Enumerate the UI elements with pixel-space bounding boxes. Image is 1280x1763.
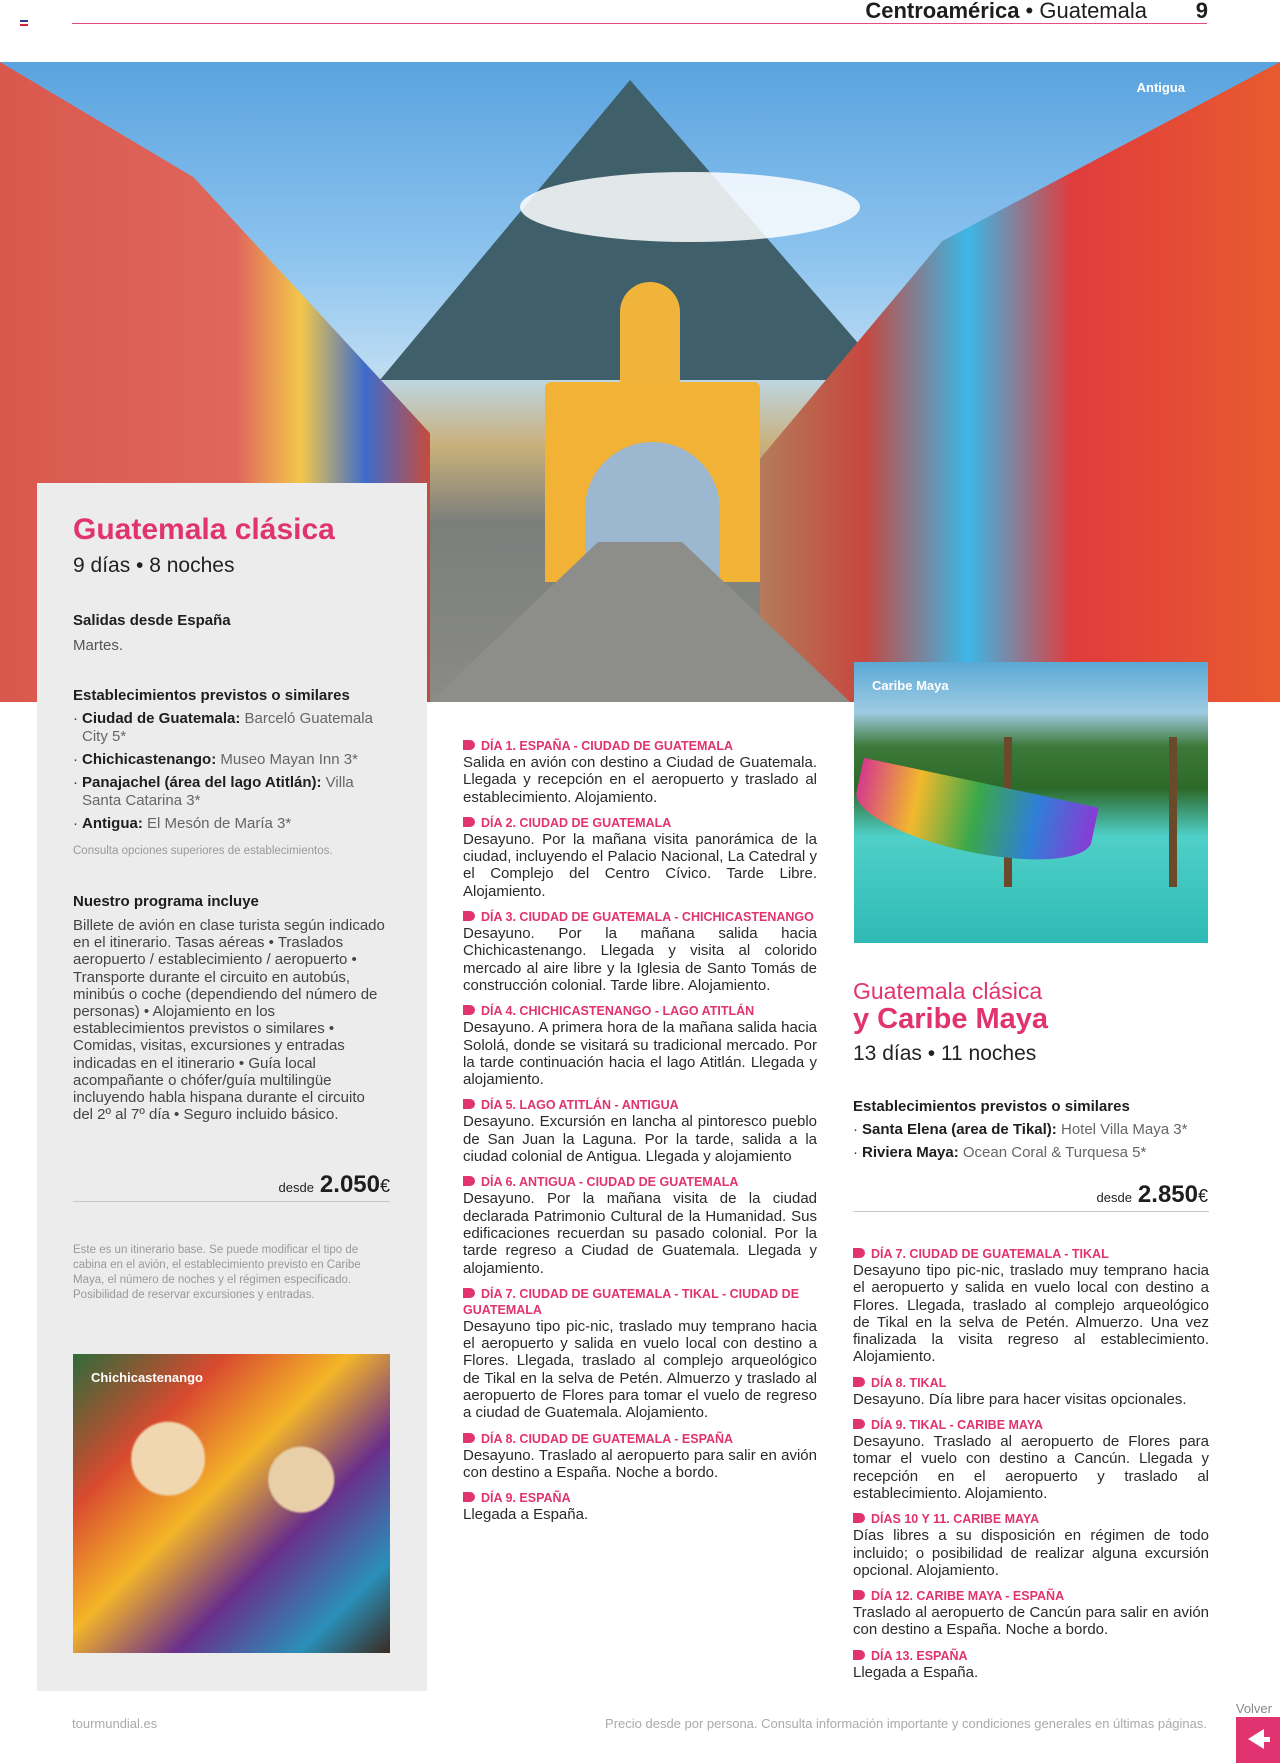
spain-flag-icon — [20, 20, 28, 26]
bullet-marker-icon — [463, 740, 475, 750]
tour2-title-line2: y Caribe Maya — [853, 1003, 1049, 1035]
chichicastenango-photo — [73, 1354, 390, 1653]
itinerary-day — [853, 1417, 1209, 1502]
day-heading — [463, 1097, 817, 1113]
day-text: Desayuno. Día libre para hacer visitas opcionales. — [853, 1390, 1187, 1408]
day-text: Desayuno. Por la mañana salida hacia Chichicastenango. Llegada y visita al colorido mercado al aire libre y la Iglesia de Santo Tomás de construcción colonial. Tarde libre. Alojamiento. — [463, 925, 817, 994]
photo-caption: Caribe Maya — [872, 678, 949, 693]
day-heading — [853, 1511, 1209, 1527]
day-heading — [463, 909, 817, 925]
itinerary-day — [853, 1511, 1209, 1579]
hotel-item — [73, 774, 393, 810]
hotel-name: Ocean Coral & Turquesa 5* — [958, 1144, 1147, 1161]
bullet-marker-icon — [853, 1377, 865, 1387]
section-title — [865, 0, 1147, 24]
itinerary-day — [853, 1588, 1209, 1639]
itinerary-day — [463, 1097, 817, 1165]
day-heading — [853, 1588, 1209, 1604]
day-heading — [853, 1375, 1209, 1391]
price-from-label: desde — [1096, 1190, 1132, 1205]
footer-note: Precio desde por persona. Consulta información importante y condiciones generales en últimas páginas. — [605, 1716, 1207, 1731]
price-from-label: desde — [278, 1180, 314, 1195]
includes-heading: Nuestro programa incluye — [73, 893, 259, 910]
hotel-name: Hotel Villa Maya 3* — [1056, 1121, 1188, 1138]
itinerary-day — [853, 1375, 1209, 1408]
hotel-item — [853, 1121, 1213, 1139]
day-text: Desayuno. Traslado al aeropuerto de Flores para tomar el vuelo con destino a Cancún. Llegada y recepción en el aeropuerto y traslado al establecimiento. Alojamiento. — [853, 1433, 1209, 1502]
day-title: DÍA 8. TIKAL — [871, 1375, 947, 1390]
day-title: DÍA 8. CIUDAD DE GUATEMALA - ESPAÑA — [481, 1431, 734, 1446]
region-label: Centroamérica — [865, 0, 1020, 23]
hotel-item — [73, 815, 393, 833]
bullet-marker-icon — [463, 1176, 475, 1186]
page-number: 9 — [1195, 0, 1208, 23]
bullet-marker-icon — [463, 1099, 475, 1109]
day-heading — [463, 1286, 817, 1318]
bullet-marker-icon — [853, 1513, 865, 1523]
hotel-item — [73, 710, 393, 746]
hammock-shape — [854, 758, 1099, 876]
tour1-title: Guatemala clásica — [73, 513, 335, 546]
bullet-marker-icon — [853, 1419, 865, 1429]
price-amount: 2.850 — [1137, 1181, 1198, 1208]
itinerary-day — [463, 1490, 817, 1523]
tour2-duration: 13 días • 11 noches — [853, 1042, 1037, 1065]
wooden-pole — [1169, 737, 1177, 887]
bullet-marker-icon — [463, 1005, 475, 1015]
price-amount: 2.050 — [319, 1171, 380, 1198]
hotel-place: Chichicastenango: — [82, 751, 217, 768]
header-divider — [72, 23, 1207, 24]
bullet-marker-icon — [853, 1590, 865, 1600]
tour1-hotels-heading: Establecimientos previstos o similares — [73, 687, 350, 704]
day-heading — [463, 1003, 817, 1019]
bullet-marker-icon — [463, 1433, 475, 1443]
tour2-title-line1: Guatemala clásica — [853, 978, 1043, 1004]
hotel-place: Antigua: — [82, 815, 143, 832]
day-text: Días libres a su disposición en régimen de todo incluido; o posibilidad de realizar alguna excursión opcional. Alojamiento. — [853, 1527, 1209, 1579]
price-divider — [853, 1211, 1209, 1212]
day-text: Desayuno. A primera hora de la mañana salida hacia Sololá, donde se visitará su tradicional mercado. Por la tarde continuación hacia el lago Atitlán. Llegada y alojamiento. — [463, 1019, 817, 1089]
day-text: Desayuno. Por la mañana visita panorámica de la ciudad, incluyendo el Palacio Nacional, La Catedral y el Complejo del Centro Cívico. Tarde Libre. Alojamiento. — [463, 830, 817, 900]
arrow-shaft — [1260, 1737, 1270, 1742]
tour2-itinerary — [853, 1246, 1209, 1690]
bullet-marker-icon — [853, 1248, 865, 1258]
itinerary-day — [463, 1174, 817, 1276]
price-divider — [73, 1201, 390, 1202]
hotel-item — [73, 751, 393, 769]
day-text: Salida en avión con destino a Ciudad de Guatemala. Llegada y recepción en el aeropuerto y traslado al establecimiento. Alojamiento. — [463, 754, 817, 806]
clock-tower — [620, 282, 680, 392]
day-title: DÍA 3. CIUDAD DE GUATEMALA - CHICHICASTENANGO — [481, 910, 814, 925]
day-text: Desayuno tipo pic-nic, traslado muy temprano hacia el aeropuerto y salida en vuelo local con destino a Flores. Llegada, traslado al complejo arqueológico de Tikal en la selva de Petén. Almuerzo y traslado al aeropuerto de Flores para tomar el vuelo de regreso a ciudad de Guatemala. Alojamiento. — [463, 1317, 817, 1422]
day-title: DÍAS 10 Y 11. CARIBE MAYA — [871, 1512, 1040, 1527]
includes-text: Billete de avión en clase turista según indicado en el itinerario. Tasas aéreas • Traslados aeropuerto / establecimiento / aeropuerto • Transporte durante el circuito en autobús, minibús o coche (dependiendo del número de personas) • Alojamiento en los establecimientos previstos o similares • Comidas, visitas, excursiones y entradas indicadas en el itinerario • Guía local acompañante o chófer/guía multilingüe incluyendo habla hispana durante el circuito del 2º al 7º día • Seguro incluido básico. — [73, 917, 385, 1124]
day-heading — [463, 738, 817, 754]
itinerary-day — [463, 1431, 817, 1482]
tour2-price — [1097, 1181, 1209, 1209]
day-text: Desayuno. Por la mañana visita de la ciudad declarada Patrimonio Cultural de la Humanidad. Sus edificaciones recuerdan su pasado colonial. Por la tarde regreso a Ciudad de Guatemala. Llegada y alojamiento. — [463, 1190, 817, 1277]
bullet-marker-icon — [463, 1492, 475, 1502]
itinerary-day — [463, 1003, 817, 1088]
day-title: DÍA 2. CIUDAD DE GUATEMALA — [481, 815, 672, 830]
hotels-note: Consulta opciones superiores de establecimientos. — [73, 845, 333, 857]
tour1-price — [279, 1171, 391, 1199]
title-separator: • — [1019, 0, 1040, 23]
day-title: DÍA 1. ESPAÑA - CIUDAD DE GUATEMALA — [481, 739, 734, 753]
departures-heading: Salidas desde España — [73, 612, 231, 629]
day-text: Desayuno. Excursión en lancha al pintoresco pueblo de San Juan la Laguna. Por la tarde, salida a la ciudad colonial de Antigua. Llegada y alojamiento — [463, 1113, 817, 1166]
tour1-itinerary — [463, 738, 817, 1533]
itinerary-day — [853, 1246, 1209, 1366]
day-text: Desayuno. Traslado al aeropuerto para salir en avión con destino a España. Noche a bordo. — [463, 1446, 817, 1481]
caribe-maya-photo — [854, 662, 1208, 943]
price-currency: € — [1197, 1186, 1208, 1206]
hotel-place: Ciudad de Guatemala: — [82, 710, 241, 727]
bullet-marker-icon — [463, 1288, 475, 1298]
hotel-name: El Mesón de María 3* — [142, 815, 292, 832]
day-heading — [463, 1490, 817, 1506]
itinerary-day — [463, 815, 817, 900]
tour1-duration: 9 días • 8 noches — [73, 554, 235, 577]
day-title: DÍA 7. CIUDAD DE GUATEMALA - TIKAL - CIUDAD DE GUATEMALA — [463, 1286, 800, 1317]
day-title: DÍA 12. CARIBE MAYA - ESPAÑA — [871, 1589, 1065, 1604]
hotel-place: Riviera Maya: — [862, 1144, 959, 1161]
bullet-marker-icon — [463, 817, 475, 827]
hotel-place: Panajachel (área del lago Atitlán): — [82, 774, 322, 791]
tour2-hotels-list — [853, 1121, 1213, 1167]
day-heading — [463, 1174, 817, 1190]
website-link[interactable]: tourmundial.es — [72, 1716, 158, 1731]
day-title: DÍA 4. CHICHICASTENANGO - LAGO ATITLÁN — [481, 1004, 755, 1019]
day-title: DÍA 6. ANTIGUA - CIUDAD DE GUATEMALA — [481, 1175, 739, 1190]
hotel-place: Santa Elena (area de Tikal): — [862, 1121, 1057, 1138]
back-label[interactable]: Volver — [1235, 1701, 1272, 1716]
day-heading — [853, 1417, 1209, 1433]
back-button[interactable] — [1236, 1717, 1280, 1763]
tour1-hotels-list — [73, 710, 393, 838]
itinerary-day — [463, 909, 817, 994]
day-text: Desayuno tipo pic-nic, traslado muy temprano hacia el aeropuerto y salida en vuelo local con destino a Flores. Llegada, traslado al complejo arqueológico de Tikal en la selva de Petén. Almuerzo. Una vez finalizada la visita regreso al establecimiento. Alojamiento. — [853, 1262, 1209, 1366]
day-text: Llegada a España. — [853, 1663, 979, 1681]
day-text: Llegada a España. — [463, 1506, 589, 1524]
hotel-name: Villa Santa Catarina 3* — [82, 774, 354, 809]
price-currency: € — [379, 1176, 390, 1196]
day-heading — [853, 1246, 1209, 1262]
bullet-marker-icon — [853, 1650, 865, 1660]
itinerary-day — [463, 1286, 817, 1422]
day-heading — [463, 1431, 817, 1447]
day-title: DÍA 13. ESPAÑA — [871, 1648, 968, 1663]
day-title: DÍA 7. CIUDAD DE GUATEMALA - TIKAL — [871, 1247, 1109, 1261]
bullet-marker-icon — [463, 911, 475, 921]
day-title: DÍA 9. ESPAÑA — [481, 1491, 571, 1506]
departures-text: Martes. — [73, 637, 124, 654]
itinerary-disclaimer: Este es un itinerario base. Se puede modificar el tipo de cabina en el avión, el establecimiento previsto en Caribe Maya, el número de noches y el régimen especificado. Posibilidad de reservar excursiones y entradas. — [73, 1244, 361, 1301]
day-heading — [853, 1648, 1209, 1664]
itinerary-day — [463, 738, 817, 806]
hotel-item — [853, 1144, 1213, 1162]
hotel-name: Barceló Guatemala City 5* — [82, 710, 373, 745]
day-heading — [463, 815, 817, 831]
hotel-name: Museo Mayan Inn 3* — [216, 751, 358, 768]
country-label: Guatemala — [1039, 0, 1147, 23]
photo-caption: Chichicastenango — [91, 1370, 203, 1385]
day-title: DÍA 9. TIKAL - CARIBE MAYA — [871, 1418, 1044, 1433]
cloud-shape — [520, 172, 860, 242]
itinerary-day — [853, 1648, 1209, 1681]
tour2-hotels-heading: Establecimientos previstos o similares — [853, 1098, 1130, 1115]
day-title: DÍA 5. LAGO ATITLÁN - ANTIGUA — [481, 1098, 679, 1113]
hero-caption: Antigua — [1136, 80, 1185, 95]
day-text: Traslado al aeropuerto de Cancún para salir en avión con destino a España. Noche a bordo. — [853, 1604, 1209, 1639]
